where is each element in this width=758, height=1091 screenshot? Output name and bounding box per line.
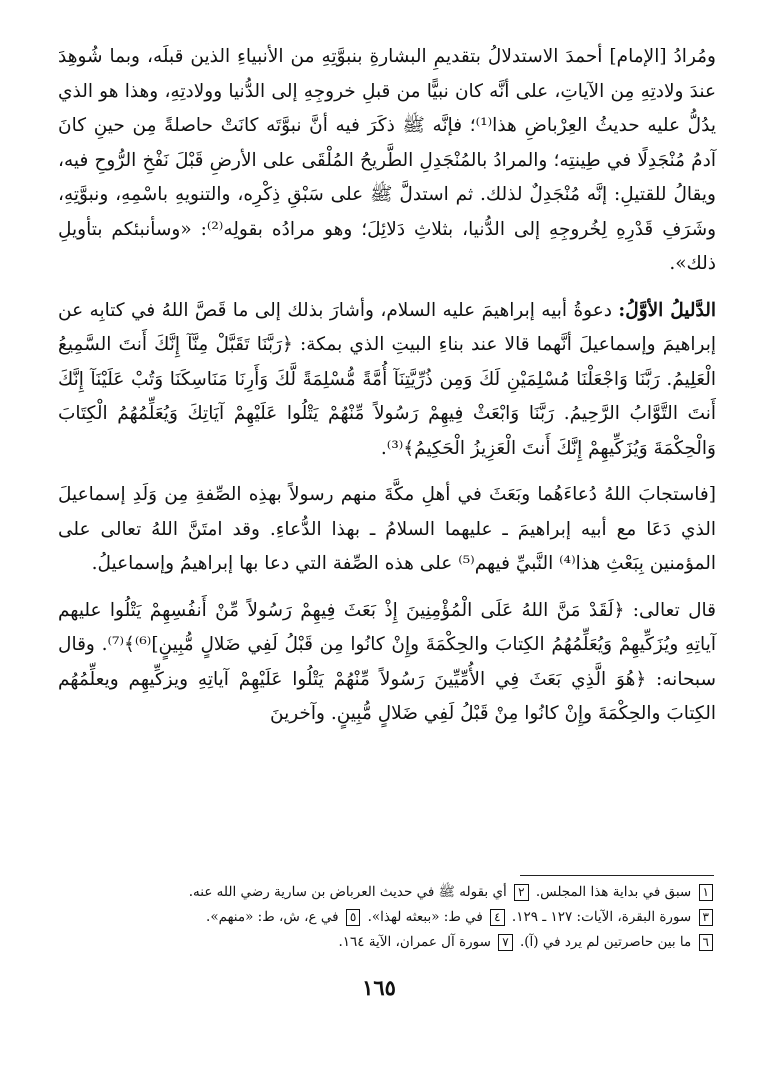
footnote-number: ٧ [498,934,512,951]
footnote-number: ٤ [490,909,504,926]
footnote-separator [520,875,714,876]
footnote-text: في ط: «ببعثه لهذا». [367,909,483,925]
footnote-line [58,880,716,905]
paragraph-lead: الدَّليلُ الأوَّلُ: [618,299,716,321]
footnote-number: ٥ [346,909,360,926]
paragraph-text: [فاستجابَ اللهُ دُعاءَهُما وبَعَثَ في أهلِ مكَّةَ منهم رسولاً بهذِه الصِّفةِ مِن وَلَدِ إسماعيلَ الذي دَعَا مع أبيه إبراهيمَ ـ عليهما السلامُ ـ بهذا الدُّعاءِ. وقد امتَنَّ اللهُ تعالى على المؤمنين بِبَعْثِ هذا⁽⁴⁾ النَّبيِّ فيهم⁽⁵⁾ على هذه الصِّفة التي دعا بها إبراهيمُ وإسماعيلُ. [58,484,717,574]
page-number: ١٦٥ [362,975,396,1000]
main-text [58,40,716,732]
footnote-line [58,930,716,955]
paragraph-text: دعوةُ أبيه إبراهيمَ عليه السلام، وأشارَ بذلك إلى ما قَصَّ اللهُ في كتابِه عن إبراهيمَ وإسماعيلَ أنَّهما قالا عند بناءِ البيتِ الذي بمكة: ﴿رَبَّنَا تَقَبَّلْ مِنَّآ إِنَّكَ أَنتَ السَّمِيعُ الْعَلِيمُ. رَبَّنَا وَاجْعَلْنَا مُسْلِمَيْنِ لَكَ وَمِن ذُرِّيَّتِنَآ أُمَّةً مُّسْلِمَةً لَّكَ وَأَرِنَا مَنَاسِكَنَا وَتُبْ عَلَيْنَآ إِنَّكَ أَنتَ التَّوَّابُ الرَّحِيمُ. رَبَّنَا وَابْعَثْ فِيهِمْ رَسُولاً مِّنْهُمْ يَتْلُوا عَلَيْهِمْ آيَاتِكَ وَيُعَلِّمُهُمُ الْكِتَابَ وَالْحِكْمَةَ وَيُزَكِّيهِمْ إِنَّكَ أَنتَ الْعَزِيزُ الْحَكِيمُ﴾⁽³⁾. [58,299,716,459]
footnote-text: ما بين حاصرتين لم يرد في (آ). [519,934,692,950]
footnote-text: سبق في بداية هذا المجلس. [535,884,692,900]
footnote-text: أي بقوله ﷺ في حديث العرباض بن سارية رضي الله عنه. [188,884,507,900]
paragraph-first-proof [58,294,716,467]
paragraph-verses [58,594,716,732]
paragraph-intro [58,40,716,282]
footnote-number: ٣ [699,909,713,926]
footnote-text: في ع، ش، ط: «منهم». [206,909,339,925]
footnote-line [58,905,716,930]
footnote-number: ٦ [699,934,713,951]
footnote-text: سورة البقرة، الآيات: ١٢٧ ـ ١٢٩. [511,909,692,925]
footnote-number: ٢ [514,884,528,901]
paragraph-text: قال تعالى: ﴿لَقَدْ مَنَّ اللهُ عَلَى الْمُؤْمِنِينَ إِذْ بَعَثَ فِيهِمْ رَسُولاً مِّنْ أَنفُسِهِمْ يَتْلُوا عليهم آياتِهِ ويُزَكِّيهِمْ وَيُعَلِّمُهُمُ الكِتابَ والحِكْمَةَ وإِنْ كانُوا مِن قَبْلُ لَفِي ضَلالٍ مُّبِينٍ]⁽⁶⁾﴾⁽⁷⁾. وقال سبحانه: ﴿هُوَ الَّذِي بَعَثَ فِي الأُمِّيِّينَ رَسُولاً مِّنْهُمْ يَتْلُوا عَلَيْهِمْ آياتِهِ ويزكِّيهِم ويعلِّمُهُم الكِتابَ والحِكْمَةَ وإِنْ كانُوا مِنْ قَبْلُ لَفِي ضَلالٍ مُّبِينٍ. وآخرينَ [58,599,716,724]
footnotes [58,880,716,955]
paragraph-text: ومُرادُ [الإمام] أحمدَ الاستدلالُ بتقديمِ البشارةِ بنبوَّتِهِ من الأنبياءِ الذين قبلَه، وبما شُوهِدَ عندَ ولادتِهِ مِن الآياتِ، على أنَّه كان نبيًّا من قبلِ خروجِهِ إلى الدُّنيا وولادتِهِ، وهذا هو الذي يدُلُّ عليه حديثُ العِرْباضِ هذا⁽¹⁾؛ فإنَّه ﷺ ذكَرَ فيه أنَّ نبوَّتَه كانَتْ حاصلةً مِن حينِ كانَ آدمُ مُنْجَدِلًا في طِينتِه؛ والمرادُ بالمُنْجَدِلِ الطَّريحُ المُلْقَى على الأرضِ قَبْلَ نَفْخِ الرُّوحِ فيه، ويقالُ للقتيلِ: إنَّه مُنْجَدِلٌ لذلك. ثم استدلَّ ﷺ على سَبْقِ ذِكْرِه، والتنويهِ باسْمِهِ، ونبوَّتِهِ، وشَرَفِ قَدْرِهِ لِخُروجِهِ إلى الدُّنيا، بثلاثِ دَلائِلَ؛ وهو مرادُه بقولِه⁽²⁾: «وسأنبئكم بتأويلِ ذلك». [58,46,717,274]
paragraph-answer [58,478,716,582]
footnote-text: سورة آل عمران، الآية ١٦٤. [338,934,491,950]
footnote-number: ١ [699,884,713,901]
